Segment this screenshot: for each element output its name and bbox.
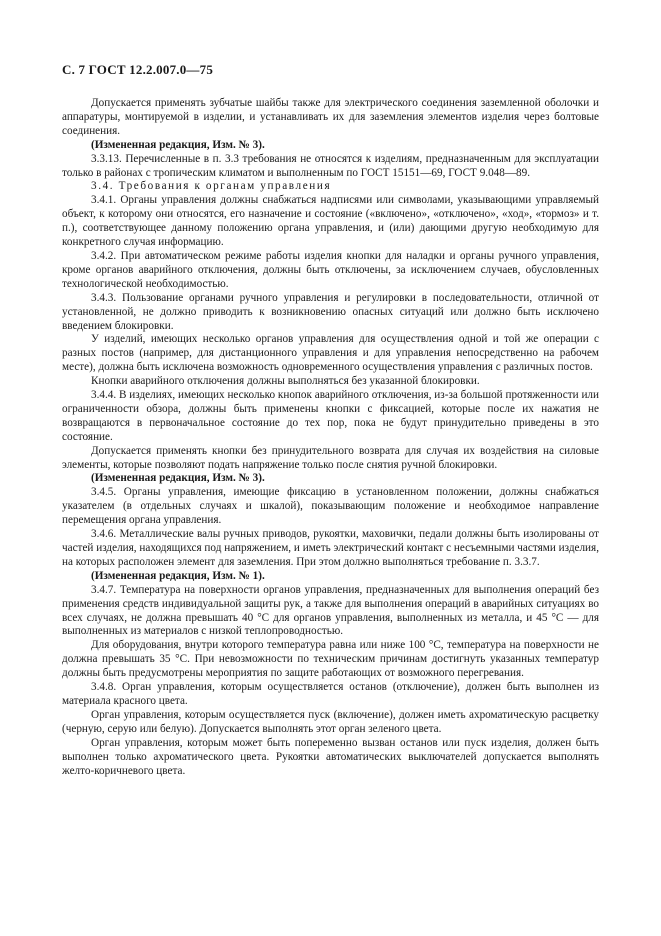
paragraph: Для оборудования, внутри которого температура равна или ниже 100 °С, температура на поверхности не должна превышать 35 °С. При невозможности по техническим причинам достигнуть указанных температур должны быть предусмотрены мероприятия по защите работающих от возможного перегревания. [62,639,599,680]
paragraph: Орган управления, которым может быть попеременно вызван останов или пуск изделия, должен быть выполнен только ахроматического цвета. Рукоятки автоматических выключателей допускается выполнять желто-коричневого цвета. [62,736,599,777]
paragraph: 3.4.7. Температура на поверхности органов управления, предназначенных для выполнения операций без применения средств индивидуальной защиты рук, а также для выполнения операций в аварийных ситуациях во всех случаях, не должна превышать 40 °С для органов управления, выполненных из металла, и 45 °С — для выполненных из материалов с низкой теплопроводностью. [62,583,599,638]
paragraph: Орган управления, которым осуществляется пуск (включение), должен иметь ахроматическую расцветку (черную, серую или белую). Допускается выполнять этот орган зеленого цвета. [62,708,599,735]
amendment-note: (Измененная редакция, Изм. № 3). [91,138,265,151]
paragraph: У изделий, имеющих несколько органов управления для осуществления одной и той же операции с разных постов (например, для дистанционного управления и для управления непосредственно на рабочем месте), должна быть исключена возможность одновременного осуществления управления с различных постов. [62,333,599,374]
document-body [62,97,599,778]
paragraph: 3.4.3. Пользование органами ручного управления и регулировки в последовательности, отличной от установленной, не должно приводить к возникновению опасных ситуаций или должно быть исключено введением блокировки. [62,291,599,332]
section-heading: 3.4. Требования к органам управления [91,180,332,193]
paragraph: 3.3.13. Перечисленные в п. 3.3 требования не относятся к изделиям, предназначенным для эксплуатации только в районах с тропическим климатом и выполненным по ГОСТ 15151—69, ГОСТ 9.048—89. [62,152,599,179]
amendment-note: (Измененная редакция, Изм. № 1). [91,569,265,582]
page-header: С. 7 ГОСТ 12.2.007.0—75 [62,62,214,77]
paragraph: 3.4.6. Металлические валы ручных приводов, рукоятки, маховички, педали должны быть изолированы от частей изделия, находящихся под напряжением, и иметь электрический контакт с несъемными частями изделия, на которых расположен элемент для заземления. При этом должно выполняться требование п. 3.3.7. [62,528,599,568]
paragraph: 3.4.8. Орган управления, которым осуществляется останов (отключение), должен быть выполнен из материала красного цвета. [62,681,599,707]
paragraph: 3.4.2. При автоматическом режиме работы изделия кнопки для наладки и органы ручного управления, кроме органов аварийного отключения, должны быть отключены, за исключением случаев, обусловленных технологической необходимостью. [62,249,599,290]
paragraph: Допускается применять кнопки без принудительного возврата для случая их воздействия на силовые элементы, которые позволяют подать напряжение только после снятия ручной блокировки. [62,444,599,471]
paragraph: Кнопки аварийного отключения должны выполняться без указанной блокировки. [91,375,480,388]
paragraph: 3.4.4. В изделиях, имеющих несколько кнопок аварийного отключения, из-за большой протяженности или ограниченности обзора, должны быть применены кнопки с фиксацией, которые после их нажатия не возвращаются в первоначальное состояние до тех пор, пока не будут принудительно приведены в это состояние. [62,389,599,443]
amendment-note: (Измененная редакция, Изм. № 3). [91,472,265,485]
paragraph: 3.4.1. Органы управления должны снабжаться надписями или символами, указывающими управляемый объект, к которому они относятся, его назначение и состояние («включено», «отключено», «ход», «тормоз» и т. п.), соответствующее данному положению органа управления, и (или) дающими другую необходимую для конкретного случая информацию. [62,194,599,249]
paragraph: Допускается применять зубчатые шайбы также для электрического соединения заземленной оболочки и аппаратуры, монтируемой в изделии, и устанавливать их для заземления элементов изделия через болтовые соединения. [62,97,599,137]
paragraph: 3.4.5. Органы управления, имеющие фиксацию в установленном положении, должны снабжаться указателем (в отдельных случаях и шкалой), показывающим положение и необходимое направление перемещения органа управления. [62,486,599,527]
